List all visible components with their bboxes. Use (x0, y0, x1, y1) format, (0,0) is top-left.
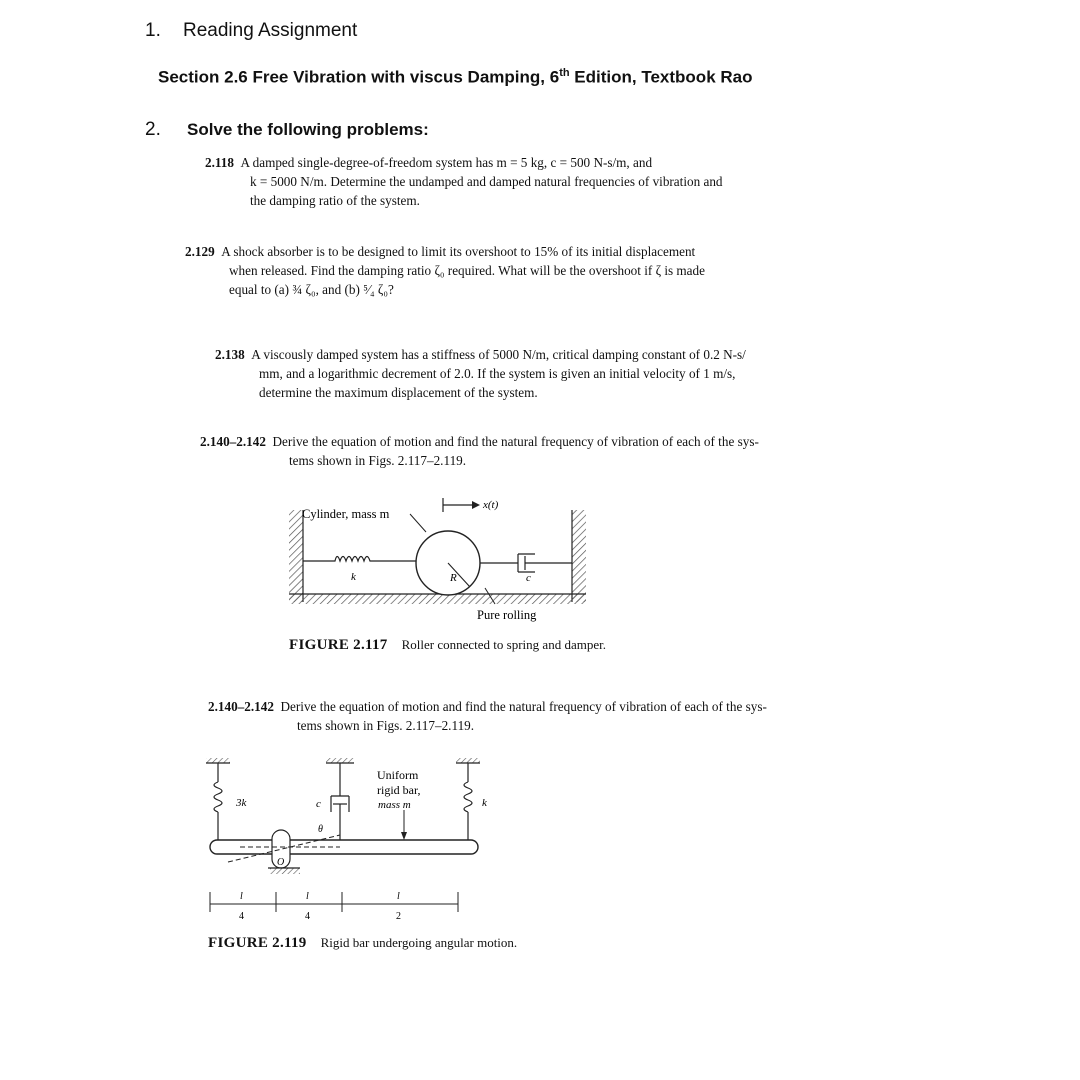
c-label: c (526, 572, 531, 584)
bar-label-2: rigid bar, (377, 783, 421, 797)
item-2-number: 2. (145, 119, 161, 140)
figure-2-117-diagram (280, 488, 600, 628)
k-label: k (482, 797, 487, 809)
bar-label-1: Uniform (377, 768, 419, 782)
right-wall (572, 510, 586, 602)
section-reference: Section 2.6 Free Vibration with viscus Damping, 6th Edition, Textbook Rao (158, 67, 753, 87)
dim-3-den: 2 (396, 911, 401, 922)
R-label: R (450, 572, 457, 584)
k-label: k (351, 571, 356, 583)
dim-3-num: l (397, 891, 400, 902)
dim-2-num: l (306, 891, 309, 902)
figure-2-119-diagram (200, 752, 500, 922)
problem-2-138: 2.138 A viscously damped system has a stiffness of 5000 N/m, critical damping constant of 0.2 N-s/ mm, and a logarithmic decrement of 2.0. If the system is given an initial velocity of 1 m/s, determine the maximum displacement of the system. (215, 347, 746, 400)
problem-2-129: 2.129 A shock absorber is to be designed to limit its overshoot to 15% of its initial displacement when released. Find the damping ratio ζ₀ required. What will be the overshoot if ζ is made equal to (a) ¾ ζ₀, and (b) ⁵⁄₄ ζ₀? (185, 244, 705, 297)
bar-label-3: mass m (378, 799, 411, 811)
dim-2-den: 4 (305, 911, 310, 922)
item-2-title: Solve the following problems: (187, 120, 429, 139)
3k-label: 3k (236, 797, 247, 809)
theta-label: θ (318, 824, 323, 835)
dim-1-num: l (240, 891, 243, 902)
item-1-title: Reading Assignment (183, 20, 358, 41)
cylinder-label: Cylinder, mass m (302, 507, 390, 521)
dim-1-den: 4 (239, 911, 244, 922)
figure-2-119-caption: FIGURE 2.119 Rigid bar undergoing angular motion. (208, 935, 518, 951)
spring-k (303, 557, 416, 562)
spring-3k (214, 782, 222, 812)
pure-rolling-label: Pure rolling (477, 608, 537, 622)
spring-k (464, 782, 472, 812)
problem-2-140-a: 2.140–2.142 Derive the equation of motion and find the natural frequency of vibration of each of the sys- tems shown in Figs. 2.117–2.119. (200, 434, 759, 468)
c-label: c (316, 798, 321, 810)
x-label: x(t) (483, 499, 499, 511)
problem-2-140-b: 2.140–2.142 Derive the equation of motion and find the natural frequency of vibration of each of the sys- tems shown in Figs. 2.117–2.119. (208, 699, 767, 733)
x-arrow (472, 501, 480, 509)
left-wall (289, 510, 303, 602)
o-label: O (277, 857, 285, 868)
item-1-number: 1. (145, 20, 161, 41)
problem-2-118: 2.118 A damped single-degree-of-freedom system has m = 5 kg, c = 500 N-s/m, and k = 5000 N/m. Determine the undamped and damped natural frequencies of vibration and the damping ratio of the system. (205, 155, 723, 208)
ground (289, 594, 586, 604)
figure-2-117-caption: FIGURE 2.117 Roller connected to spring and damper. (289, 637, 606, 653)
